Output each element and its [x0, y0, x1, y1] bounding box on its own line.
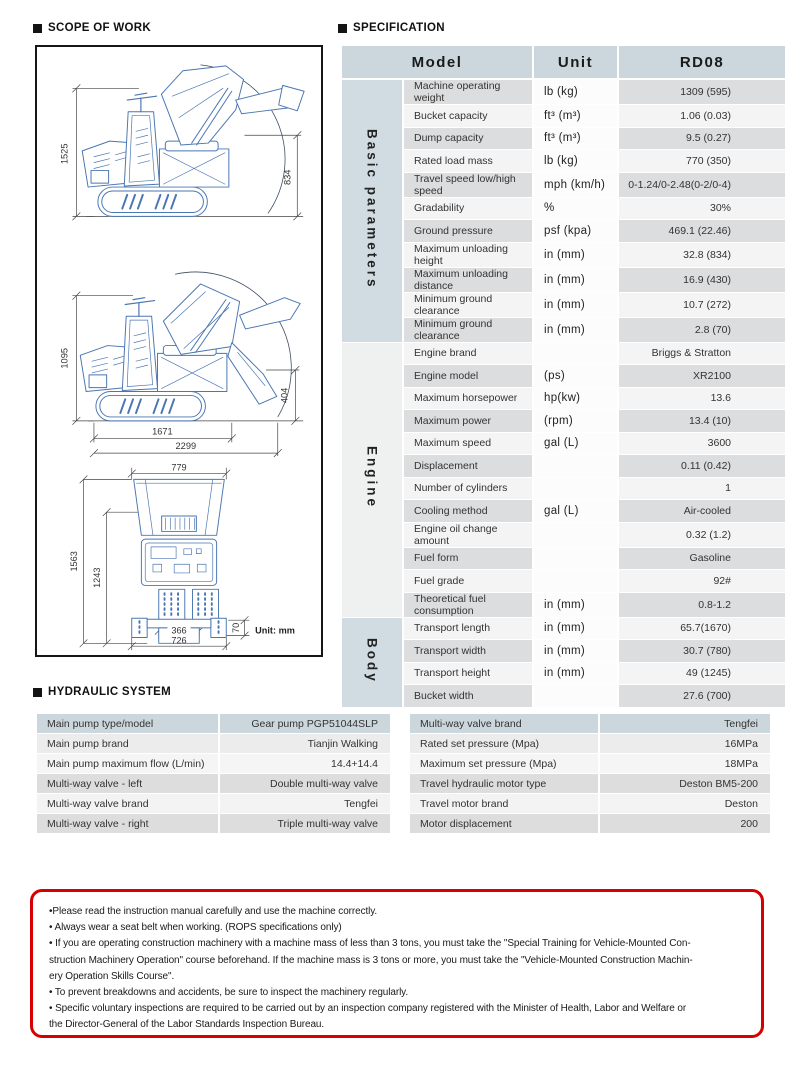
- spec-param-cell: Number of cylinders: [403, 477, 533, 500]
- safety-note-line: struction Machinery Operation" course beforehand. If the machine mass is 3 tons or more, you must take the "Vehicle-Mounted Construction Machin-: [49, 954, 693, 966]
- hydraulic-row: [36, 734, 391, 754]
- hydraulic-label-cell: Multi-way valve - right: [36, 814, 219, 834]
- spec-param-cell: Fuel grade: [403, 570, 533, 593]
- spec-unit-cell: in (mm): [533, 292, 618, 317]
- spec-value-cell: 0.32 (1.2): [618, 522, 786, 547]
- hydraulic-label-cell: Multi-way valve brand: [409, 714, 599, 734]
- spec-value-cell: 0.8-1.2: [618, 592, 786, 617]
- section-bullet-icon: [338, 24, 347, 33]
- hydraulic-table-left: [35, 713, 392, 834]
- spec-param-cell: Maximum unloading height: [403, 242, 533, 267]
- hydraulic-row: [409, 794, 771, 814]
- spec-row: [341, 500, 786, 523]
- safety-note-line: • Always wear a seat belt when working. (ROPS specifications only): [49, 922, 342, 934]
- safety-note-line: the Director-General of the Labor Standards Inspection Bureau.: [49, 1019, 325, 1031]
- hydraulic-label-cell: Main pump maximum flow (L/min): [36, 754, 219, 774]
- hydraulic-row: [409, 714, 771, 734]
- spec-row: [341, 197, 786, 220]
- drawing-side-view-travel: [37, 239, 321, 458]
- spec-group-label: Basic parameters: [364, 128, 380, 290]
- hydraulic-row: [36, 714, 391, 734]
- spec-value-cell: 1309 (595): [618, 79, 786, 105]
- dim-label-dump-height: 834: [282, 169, 293, 186]
- spec-value-cell: 16.9 (430): [618, 267, 786, 292]
- spec-value-cell: Air-cooled: [618, 500, 786, 523]
- hydraulic-label-cell: Multi-way valve brand: [36, 794, 219, 814]
- hydraulic-label-cell: Rated set pressure (Mpa): [409, 734, 599, 754]
- spec-row: [341, 242, 786, 267]
- spec-unit-cell: (ps): [533, 365, 618, 388]
- hydraulic-value-cell: Deston: [599, 794, 771, 814]
- hydraulic-row: [36, 774, 391, 794]
- spec-row: [341, 267, 786, 292]
- hydraulic-label-cell: Main pump type/model: [36, 714, 219, 734]
- spec-unit-cell: gal (L): [533, 500, 618, 523]
- hydraulic-label-cell: Maximum set pressure (Mpa): [409, 754, 599, 774]
- spec-value-cell: Gasoline: [618, 547, 786, 570]
- spec-param-cell: Theoretical fuel consumption: [403, 592, 533, 617]
- spec-value-cell: 92#: [618, 570, 786, 593]
- hydraulic-label-cell: Main pump brand: [36, 734, 219, 754]
- section-bullet-icon: [33, 688, 42, 697]
- spec-value-cell: 3600: [618, 432, 786, 455]
- scope-of-work-box: [35, 45, 323, 657]
- hydraulic-row: [409, 774, 771, 794]
- spec-unit-cell: mph (km/h): [533, 172, 618, 197]
- spec-value-cell: 469.1 (22.46): [618, 220, 786, 243]
- spec-value-cell: 27.6 (700): [618, 685, 786, 708]
- spec-param-cell: Engine brand: [403, 342, 533, 365]
- spec-row: [341, 317, 786, 342]
- spec-header-value: RD08: [618, 46, 786, 80]
- spec-param-cell: Engine model: [403, 365, 533, 388]
- spec-row: [341, 522, 786, 547]
- dim-label-width-inner: 366: [171, 625, 187, 636]
- spec-row: [341, 410, 786, 433]
- section-bullet-icon: [33, 24, 42, 33]
- spec-row: [341, 455, 786, 478]
- spec-row: [341, 592, 786, 617]
- dim-label-width-outer: 726: [171, 635, 187, 646]
- dim-label-mid-height: 1095: [59, 347, 70, 369]
- spec-param-cell: Dump capacity: [403, 127, 533, 150]
- spec-row: [341, 477, 786, 500]
- safety-note-line: •Please read the instruction manual carefully and use the machine correctly.: [49, 906, 378, 917]
- spec-value-cell: 13.4 (10): [618, 410, 786, 433]
- specification-title-text: SPECIFICATION: [353, 22, 445, 34]
- safety-note-line: • If you are operating construction machinery with a machine mass of less than 3 tons, you must take the "Special Training for Vehicle-Mounted Con-: [49, 938, 691, 950]
- specification-table: [340, 45, 787, 708]
- spec-param-cell: Maximum horsepower: [403, 387, 533, 410]
- spec-unit-cell: [533, 685, 618, 708]
- spec-unit-cell: in (mm): [533, 267, 618, 292]
- spec-unit-cell: in (mm): [533, 242, 618, 267]
- hydraulic-value-cell: 14.4+14.4: [219, 754, 391, 774]
- spec-group-label: Body: [364, 637, 380, 684]
- machine-art-travel: [80, 284, 300, 421]
- spec-value-cell: 49 (1245): [618, 662, 786, 685]
- hydraulic-value-cell: 200: [599, 814, 771, 834]
- spec-row: [341, 150, 786, 173]
- spec-param-cell: Transport width: [403, 640, 533, 663]
- spec-value-cell: 0.11 (0.42): [618, 455, 786, 478]
- spec-param-cell: Machine operating weight: [403, 79, 533, 105]
- hydraulic-value-cell: Tengfei: [219, 794, 391, 814]
- spec-unit-cell: in (mm): [533, 617, 618, 640]
- spec-value-cell: 10.7 (272): [618, 292, 786, 317]
- spec-row: [341, 547, 786, 570]
- spec-unit-cell: [533, 477, 618, 500]
- spec-param-cell: Engine oil change amount: [403, 522, 533, 547]
- hydraulic-value-cell: Deston BM5-200: [599, 774, 771, 794]
- spec-row: [341, 570, 786, 593]
- hydraulic-row: [409, 734, 771, 754]
- spec-param-cell: Maximum unloading distance: [403, 267, 533, 292]
- spec-param-cell: Travel speed low/high speed: [403, 172, 533, 197]
- spec-row: [341, 292, 786, 317]
- spec-param-cell: Transport height: [403, 662, 533, 685]
- spec-row: [341, 662, 786, 685]
- safety-note-line: ery Operation Skills Course".: [49, 970, 175, 982]
- spec-unit-cell: [533, 455, 618, 478]
- scope-of-work-title: [33, 22, 151, 34]
- spec-param-cell: Rated load mass: [403, 150, 533, 173]
- spec-table-rows: [341, 79, 786, 707]
- hydraulic-table-right: [408, 713, 772, 834]
- spec-row: [341, 617, 786, 640]
- spec-value-cell: 0-1.24/0-2.48(0-2/0-4): [618, 172, 786, 197]
- spec-value-cell: 2.8 (70): [618, 317, 786, 342]
- spec-row: [341, 342, 786, 365]
- spec-unit-cell: in (mm): [533, 662, 618, 685]
- spec-header-model: Model: [341, 46, 533, 80]
- spec-unit-cell: (rpm): [533, 410, 618, 433]
- spec-param-cell: Gradability: [403, 197, 533, 220]
- hydraulic-value-cell: 18MPa: [599, 754, 771, 774]
- hydraulic-right-rows: [409, 714, 771, 834]
- spec-unit-cell: gal (L): [533, 432, 618, 455]
- hydraulic-left-rows: [36, 714, 391, 834]
- spec-unit-cell: in (mm): [533, 317, 618, 342]
- spec-param-cell: Transport length: [403, 617, 533, 640]
- spec-row: [341, 127, 786, 150]
- safety-notice-box: [30, 889, 764, 1038]
- spec-row: [341, 387, 786, 410]
- machine-art-front: [132, 479, 227, 646]
- dim-label-length-overall: 2299: [175, 441, 197, 452]
- hydraulic-row: [36, 794, 391, 814]
- spec-group-cell: [341, 79, 403, 342]
- dim-label-height-inner: 1243: [91, 567, 102, 588]
- spec-row: [341, 432, 786, 455]
- spec-param-cell: Maximum power: [403, 410, 533, 433]
- safety-note-line: • To prevent breakdowns and accidents, be sure to inspect the machinery regularly.: [49, 987, 409, 999]
- spec-value-cell: 32.8 (834): [618, 242, 786, 267]
- spec-unit-cell: [533, 547, 618, 570]
- hydraulic-value-cell: Tianjin Walking: [219, 734, 391, 754]
- hydraulic-label-cell: Motor displacement: [409, 814, 599, 834]
- hydraulic-value-cell: Triple multi-way valve: [219, 814, 391, 834]
- spec-row: [341, 172, 786, 197]
- spec-value-cell: 65.7(1670): [618, 617, 786, 640]
- spec-param-cell: Cooling method: [403, 500, 533, 523]
- spec-group-label: Engine: [364, 446, 380, 510]
- specification-title: [338, 22, 445, 34]
- spec-value-cell: Briggs & Stratton: [618, 342, 786, 365]
- spec-unit-cell: [533, 342, 618, 365]
- hydraulic-label-cell: Travel motor brand: [409, 794, 599, 814]
- dim-label-clearance: 404: [279, 387, 290, 404]
- spec-value-cell: 13.6: [618, 387, 786, 410]
- spec-unit-cell: hp(kw): [533, 387, 618, 410]
- spec-param-cell: Fuel form: [403, 547, 533, 570]
- dim-label-top-height: 1525: [59, 143, 70, 165]
- spec-group-cell: [341, 342, 403, 617]
- spec-unit-cell: %: [533, 197, 618, 220]
- spec-param-cell: Minimum ground clearance: [403, 317, 533, 342]
- spec-unit-cell: in (mm): [533, 592, 618, 617]
- spec-unit-cell: in (mm): [533, 640, 618, 663]
- hydraulic-value-cell: Double multi-way valve: [219, 774, 391, 794]
- spec-param-cell: Maximum speed: [403, 432, 533, 455]
- dim-label-height-outer: 1563: [68, 551, 79, 572]
- spec-value-cell: 770 (350): [618, 150, 786, 173]
- spec-unit-cell: [533, 570, 618, 593]
- unit-note: Unit: mm: [255, 625, 295, 636]
- dim-label-top-width: 779: [171, 462, 187, 473]
- spec-row: [341, 365, 786, 388]
- hydraulic-row: [409, 754, 771, 774]
- spec-value-cell: 9.5 (0.27): [618, 127, 786, 150]
- dim-label-length-inner: 1671: [152, 426, 173, 437]
- hydraulic-label-cell: Multi-way valve - left: [36, 774, 219, 794]
- hydraulic-row: [409, 814, 771, 834]
- spec-row: [341, 105, 786, 128]
- drawing-side-view-raised: [37, 59, 321, 233]
- spec-param-cell: Bucket width: [403, 685, 533, 708]
- spec-value-cell: 1.06 (0.03): [618, 105, 786, 128]
- hydraulic-row: [36, 754, 391, 774]
- spec-unit-cell: [533, 522, 618, 547]
- spec-unit-cell: lb (kg): [533, 150, 618, 173]
- hydraulic-label-cell: Travel hydraulic motor type: [409, 774, 599, 794]
- drawing-front-view: [37, 462, 321, 652]
- hydraulic-value-cell: 16MPa: [599, 734, 771, 754]
- hydraulic-system-title-text: HYDRAULIC SYSTEM: [48, 686, 172, 698]
- spec-param-cell: Minimum ground clearance: [403, 292, 533, 317]
- spec-header-unit: Unit: [533, 46, 618, 80]
- spec-group-cell: [341, 617, 403, 707]
- spec-param-cell: Bucket capacity: [403, 105, 533, 128]
- dim-label-step: 70: [230, 622, 241, 633]
- spec-header-row: [341, 46, 786, 80]
- spec-param-cell: Displacement: [403, 455, 533, 478]
- spec-param-cell: Ground pressure: [403, 220, 533, 243]
- scope-of-work-title-text: SCOPE OF WORK: [48, 22, 151, 34]
- hydraulic-value-cell: Gear pump PGP51044SLP: [219, 714, 391, 734]
- spec-value-cell: 30%: [618, 197, 786, 220]
- hydraulic-row: [36, 814, 391, 834]
- spec-value-cell: 30.7 (780): [618, 640, 786, 663]
- spec-unit-cell: ft³ (m³): [533, 127, 618, 150]
- spec-row: [341, 640, 786, 663]
- spec-row: [341, 79, 786, 105]
- hydraulic-system-title: [33, 686, 171, 698]
- spec-unit-cell: lb (kg): [533, 79, 618, 105]
- safety-note-line: • Specific voluntary inspections are required to be carried out by an inspection company registered with the Minister of Health, Labor and Welfare or: [49, 1003, 687, 1015]
- spec-value-cell: XR2100: [618, 365, 786, 388]
- hydraulic-value-cell: Tengfei: [599, 714, 771, 734]
- spec-row: [341, 685, 786, 708]
- spec-unit-cell: ft³ (m³): [533, 105, 618, 128]
- spec-value-cell: 1: [618, 477, 786, 500]
- spec-unit-cell: psf (kpa): [533, 220, 618, 243]
- spec-row: [341, 220, 786, 243]
